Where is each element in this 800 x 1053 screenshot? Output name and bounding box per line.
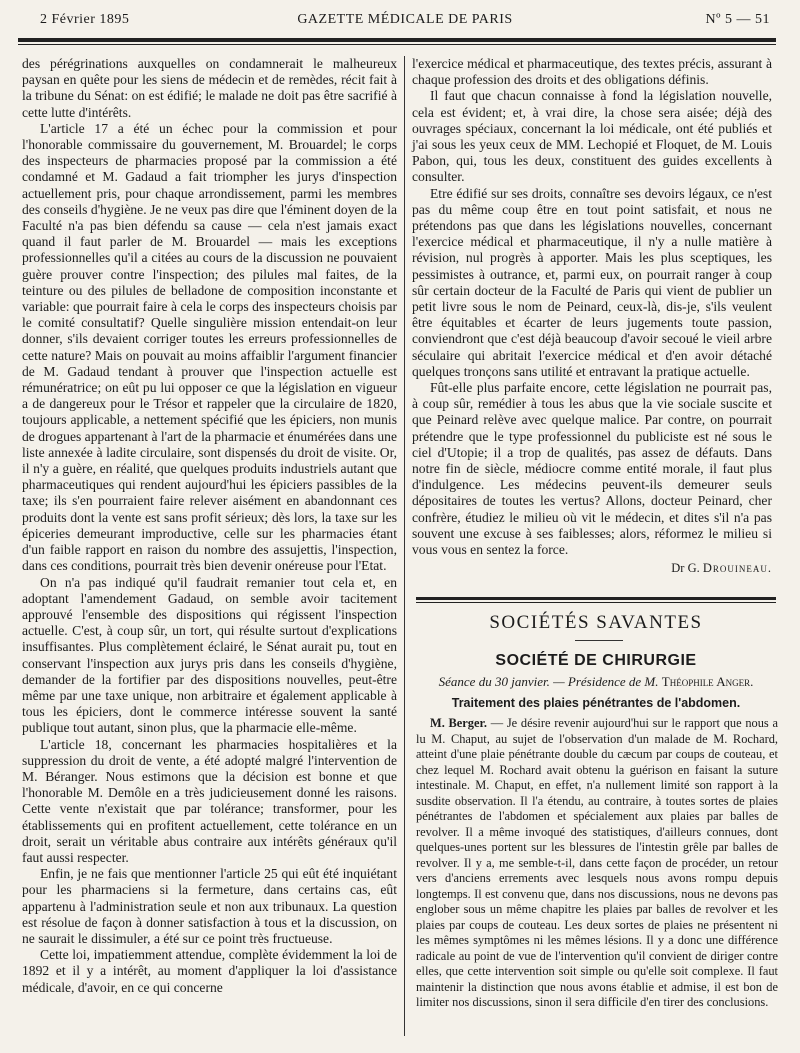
header-rule-thin <box>18 44 776 45</box>
discussion-body <box>416 716 778 1011</box>
discussion-subject: Traitement des plaies pénétrantes de l'abdomen. <box>451 696 741 710</box>
page-header <box>40 12 770 34</box>
author-signature <box>412 560 772 576</box>
paragraph <box>416 716 778 1011</box>
speaker-name: M. Berger. <box>430 716 487 730</box>
section-title: SOCIÉTÉS SAVANTES <box>489 612 703 633</box>
society-title: SOCIÉTÉ DE CHIRURGIE <box>495 652 697 669</box>
paragraph: Fût-elle plus parfaite encore, cette législation ne pourrait pas, à coup sûr, remédier à tous les abus que la vie sociale suscite et que Peinard relève avec quelque malice. Par contre, on pourrait prétendre que le type professionnel du publiciste est né sous le ciel d'Utopie; il a trop de qualités, pas assez de défauts. Dans notre fin de siècle, médiocre comme entité morale, il faut plus d'indulgence. Les médecins peuvent-ils demeurer seuls dépositaires de toutes les vertus? Allons, docteur Peinard, cher confrère, étudiez le milieu où vit le médecin, et dites s'il n'a pas souvent une excuse à ses faiblesses; alors, réformez le milieu si vous vous en sentez la force. <box>412 380 772 558</box>
president-name: Théophile Anger. <box>661 674 754 689</box>
paragraph: Cette loi, impatiemment attendue, complète évidemment la loi de 1892 et il y a intérêt, au moment d'appliquer la loi d'assistance médicale, d'avoir, en ce qui concerne <box>22 947 397 995</box>
signature-prefix: Dr G. <box>671 561 703 576</box>
issue-page-number: Nº 5 — 51 <box>705 12 770 27</box>
section-short-rule <box>575 640 623 641</box>
right-column-article <box>412 56 772 577</box>
header-rule <box>18 38 776 42</box>
left-column <box>22 56 397 996</box>
paragraph: L'article 18, concernant les pharmacies hospitalières et la suppression du droit de vente, a été adopté malgré l'intervention de M. Béranger. Nous estimons que la décision est bonne et que l'honorable M. Demôle en a très judicieusement donné les raisons. Cette vente n'existait que par tolérance; transformer, pour les établissements qui en profitent actuellement, cette tolérance en un droit, serait un véritable abus contraire aux intérêts généraux qu'il faut aussi respecter. <box>22 736 397 865</box>
paragraph: Etre édifié sur ses droits, connaître ses devoirs légaux, ce n'est pas du même coup être en tout point satisfait, et nous ne prétendons pas que dans les législations nouvelles, concernant l'exercice médical et pharmaceutique, il n'y a nulle matière à révision, nul progrès à apporter. Mais les plus sceptiques, les pessimistes à outrance, et, parmi eux, on pourrait ranger à coup sûr certain docteur de la Faculté de Paris qui vient de publier un petit livre sous le nom de Peinard, ceux-là, dis-je, s'ils veulent être équitables et écarter de leurs jugements toute passion, conviendront que c'est déjà beaucoup d'avoir secoué le vieil arbre séculaire qui abritait l'exercice médical et d'en avoir détaché quelques tronçons sans utilité et entravant la pratique actuelle. <box>412 185 772 379</box>
speech-text: — Je désire revenir aujourd'hui sur le rapport que nous a lu M. Chaput, au sujet de l'observation d'un malade de M. Rochard, atteint d'une plaie pénétrante double du cæcum par coups de couteau, et chez lequel M. Rochard avait obtenu la guérison en faisant la suture intestinale. M. Chaput, en effet, n'a nullement limité son rapport à la susdite observation. Il l'a étendu, au contraire, à toutes sortes de plaies pénétrantes de l'abdomen et spécialement aux plaies par balles de revolver. Il a même invoqué des statistiques, d'ailleurs connues, dont quelques-unes portent sur les blessures de l'intestin grêle par balles de revolver. Il y a, me semble-t-il, dans cette façon de procéder, un retour vers d'anciens errements avec lesquels nous avons rompu depuis longtemps. Il est convenu que, dans nos discussions, nous ne devons pas englober sous un même chapitre les plaies par balles de revolver et les plaies par coups de couteau. Les deux sortes de plaies ne présentent ni les mêmes symptômes ni les mêmes lésions. Il y a donc une différence radicale au point de vue de l'intervention qu'il convient de diriger contre elles, que cette intervention soit simple ou qu'elle soit complexe. Il faut maintenir la distinction que nous avons établie et admise, il est bon de limiter nos discussions, sinon il sera difficile d'en tirer des conclusions. <box>416 716 778 1009</box>
paragraph: Il faut que chacun connaisse à fond la législation nouvelle, cela est évident; et, à vrai dire, la chose sera aisée; déjà des ouvrages spéciaux, concernant la loi médicale, ont été publiés et j'ai sous les yeux ceux de MM. Lechopié et Floquet, de M. Louis Pabon, qui, tous les deux, constituent des guides excellents à consulter. <box>412 88 772 185</box>
issue-date: 2 Février 1895 <box>40 12 130 27</box>
seance-line <box>412 674 780 690</box>
paragraph: On n'a pas indiqué qu'il faudrait remanier tout cela et, en adoptant l'amendement Gadaud, on semble avoir tacitement approuvé l'ensemble des dispositions qui régissent l'inspection actuelle. C'est, à coup sûr, un tort, qui résulte surtout d'explications insuffisantes. Plus complètement éclairé, le Sénat aurait pu, tout en conservant l'inspection aux jurys pris dans les conseils d'hygiène, demander de la fortifier par des dispositions nouvelles, peut-être même par une taxe unique, non arbitraire et également applicable à tous les épiciers, dont le commerce intéresse souvent la santé publique tout autant, sinon plus, que la pharmacie elle-même. <box>22 574 397 736</box>
signature-name: Drouineau. <box>702 561 772 576</box>
paragraph: L'article 17 a été un échec pour la commission et pour l'honorable commissaire du gouvernement, M. Brouardel; le corps des inspecteurs de pharmacies proposé par la commission a été condamné et M. Gadaud a fait triompher les jurys d'inspection actuellement pris, pour chaque arrondissement, parmi les membres des conseils d'hygiène. Je ne veux pas dire que l'éminent doyen de la Faculté n'a pas bien défendu sa cause — cela n'est jamais exact quand il faut parler de M. Brouardel — mais les exceptions professionnelles qu'il a citées au cours de la discussion ne pouvaient guère prouver contre l'inspection; des pilules mal faites, de la teinture ou des pilules de belladone de composition inconstante et variable: que pourrait faire à cela le corps des inspecteurs choisis par le comité consultatif? Quelle singulière mission entendait-on leur donner, s'ils devaient corriger toutes les erreurs professionnelles de cette nature? Mais on pouvait au moins affaiblir l'argument financier de M. Gadaud tendant à prouver que l'inspection actuelle est rémunératrice; on eût pu lui opposer ce que la législation en vigueur a de dangereux pour le Trésor et rappeler que la circulaire de 1820, toujours applicable, a nettement spécifié que les épiciers, non munis de drogues appartenant à l'art de la pharmacie et énumérées dans une liste annexée à ladite circulaire, sont dispensés du droit de visite. Or, il n'y a guère, en réalité, que quelques produits industriels autant que pharmaceutiques qui rendent aujourd'hui les épiciers passibles de la taxe; ils s'en pourraient faire relever aisément en abandonnant ces produits dont la vente est sans profit sérieux; dès lors, la taxe sur les épiceries demeurant improductive, celle sur les pharmacies étant d'un faible rapport en raison du nombre des assujettis, l'inspection, dans ces conditions, pourrait très bien devenir onéreuse pour l'Etat. <box>22 120 397 574</box>
paragraph: des pérégrinations auxquelles on condamnerait le malheureux paysan en quête pour les siens de médecin et de remèdes, récit fait à la tribune du Sénat: on est édifié; le malade ne doit pas être sacrifié à cette lutte d'intérêts. <box>22 56 397 120</box>
column-divider <box>404 56 405 1036</box>
journal-title: GAZETTE MÉDICALE DE PARIS <box>297 12 513 27</box>
paragraph: l'exercice médical et pharmaceutique, des textes précis, assurant à chaque profession des droits et des obligations définis. <box>412 56 772 88</box>
section-rule-thin <box>416 602 776 603</box>
paragraph: Enfin, je ne fais que mentionner l'article 25 qui eût été inquiétant pour les pharmaciens si la fermeture, dans certains cas, eût appartenu à l'administration seule et non aux tribunaux. La question est résolue de façon à donner satisfaction à tous et la discussion, on ne saurait le dissimuler, a été sur ce point très fructueuse. <box>22 866 397 946</box>
seance-date: Séance du 30 janvier. — Présidence de M. <box>438 674 662 689</box>
section-rule <box>416 597 776 600</box>
